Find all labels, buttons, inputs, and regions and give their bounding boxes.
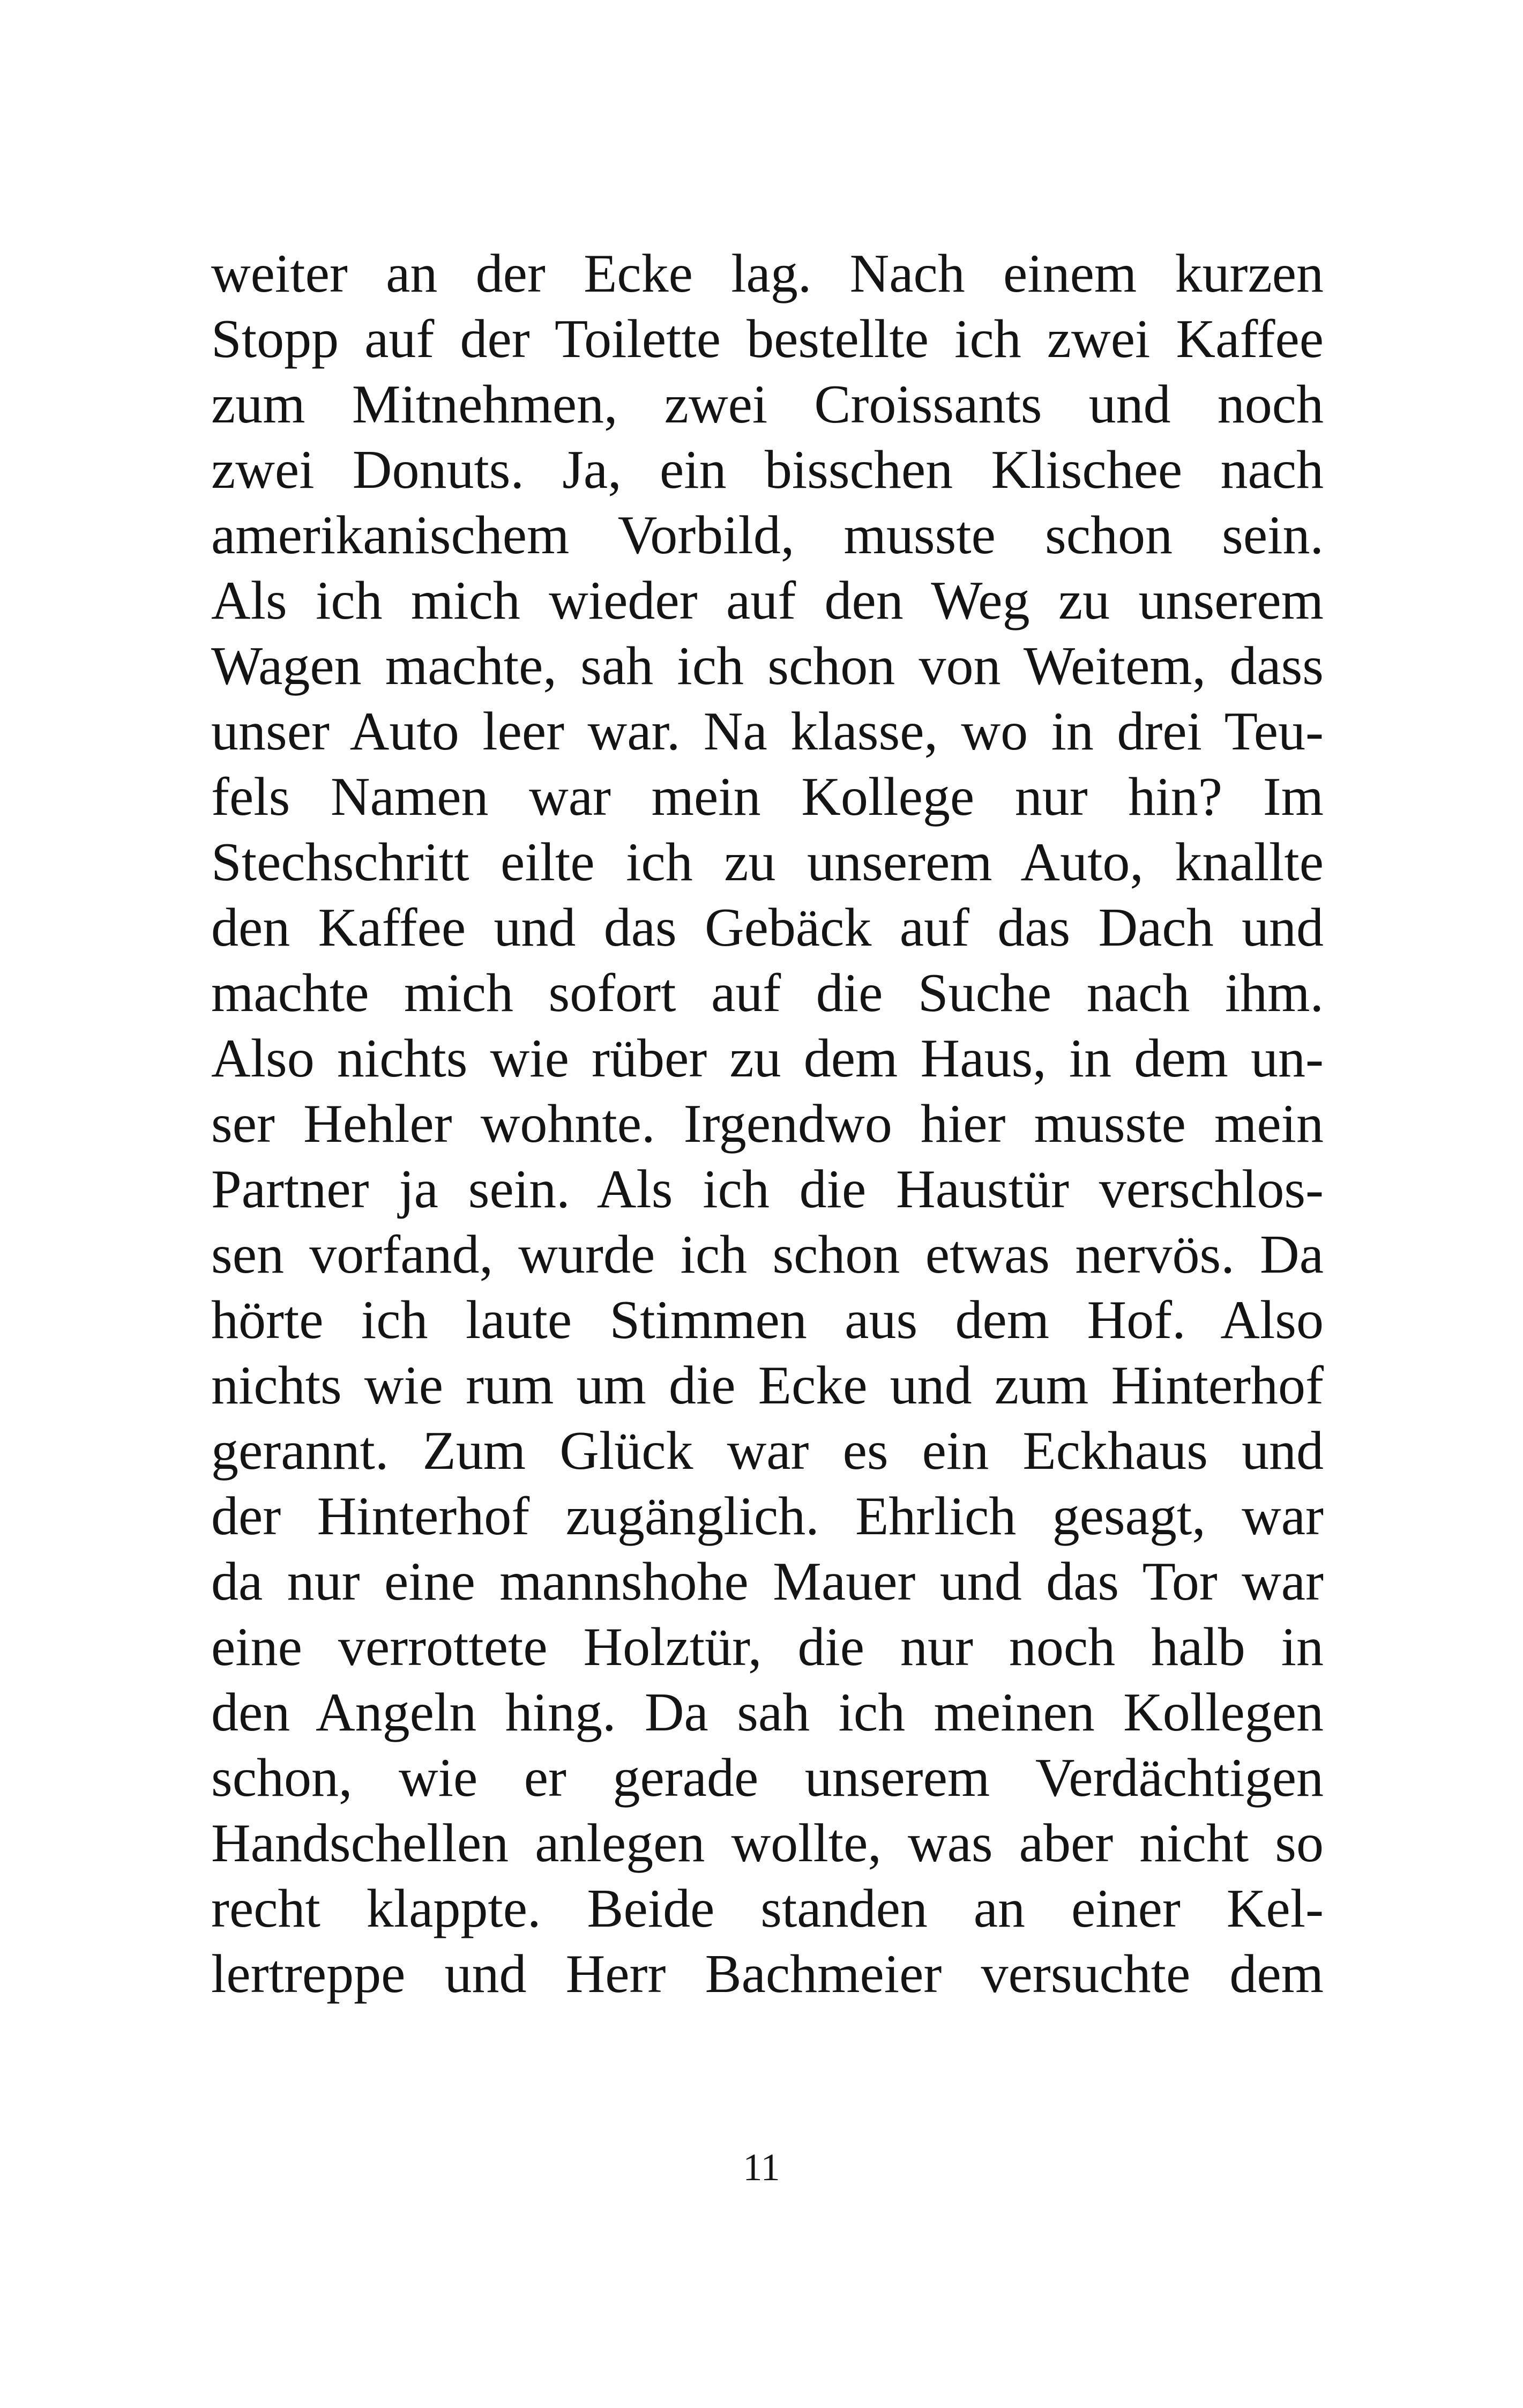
text-line: den Angeln hing. Da sah ich meinen Kollegen bbox=[211, 1682, 1324, 1743]
text-line: lertreppe und Herr Bachmeier versuchte dem bbox=[211, 1944, 1324, 2004]
text-line: da nur eine mannshohe Mauer und das Tor war bbox=[211, 1551, 1324, 1612]
text-line: hörte ich laute Stimmen aus dem Hof. Also bbox=[211, 1290, 1324, 1350]
text-line: der Hinterhof zugänglich. Ehrlich gesagt, war bbox=[211, 1486, 1324, 1547]
text-line: gerannt. Zum Glück war es ein Eckhaus und bbox=[211, 1421, 1324, 1481]
text-line: nichts wie rum um die Ecke und zum Hinterhof bbox=[211, 1355, 1324, 1416]
text-line: weiter an der Ecke lag. Nach einem kurzen bbox=[211, 243, 1324, 304]
text-line: schon, wie er gerade unserem Verdächtigen bbox=[211, 1748, 1324, 1808]
body-text bbox=[211, 241, 1324, 2007]
text-line: amerikanischem Vorbild, musste schon sein. bbox=[211, 505, 1324, 566]
text-line: zum Mitnehmen, zwei Croissants und noch bbox=[211, 374, 1324, 435]
text-line: Stopp auf der Toilette bestellte ich zwei Kaffee bbox=[211, 309, 1324, 369]
text-line: eine verrottete Holztür, die nur noch halb in bbox=[211, 1617, 1324, 1677]
text-line: fels Namen war mein Kollege nur hin? Im bbox=[211, 767, 1324, 827]
text-line: unser Auto leer war. Na klasse, wo in drei Teu- bbox=[211, 701, 1324, 762]
text-line: Wagen machte, sah ich schon von Weitem, dass bbox=[211, 636, 1324, 696]
text-line: Partner ja sein. Als ich die Haustür verschlos- bbox=[211, 1159, 1324, 1220]
text-line: den Kaffee und das Gebäck auf das Dach und bbox=[211, 897, 1324, 958]
page-number: 11 bbox=[743, 2146, 780, 2189]
text-line: recht klappte. Beide standen an einer Kel- bbox=[211, 1878, 1324, 1939]
text-line: zwei Donuts. Ja, ein bisschen Klischee nach bbox=[211, 440, 1324, 500]
text-line: Handschellen anlegen wollte, was aber nicht so bbox=[211, 1813, 1324, 1874]
text-line: Also nichts wie rüber zu dem Haus, in dem un- bbox=[211, 1028, 1324, 1089]
text-line: ser Hehler wohnte. Irgendwo hier musste mein bbox=[211, 1094, 1324, 1154]
text-line: Stechschritt eilte ich zu unserem Auto, knallte bbox=[211, 832, 1324, 893]
text-line: machte mich sofort auf die Suche nach ihm. bbox=[211, 963, 1324, 1023]
text-line: sen vorfand, wurde ich schon etwas nervös. Da bbox=[211, 1224, 1324, 1285]
text-line: Als ich mich wieder auf den Weg zu unserem bbox=[211, 570, 1324, 631]
